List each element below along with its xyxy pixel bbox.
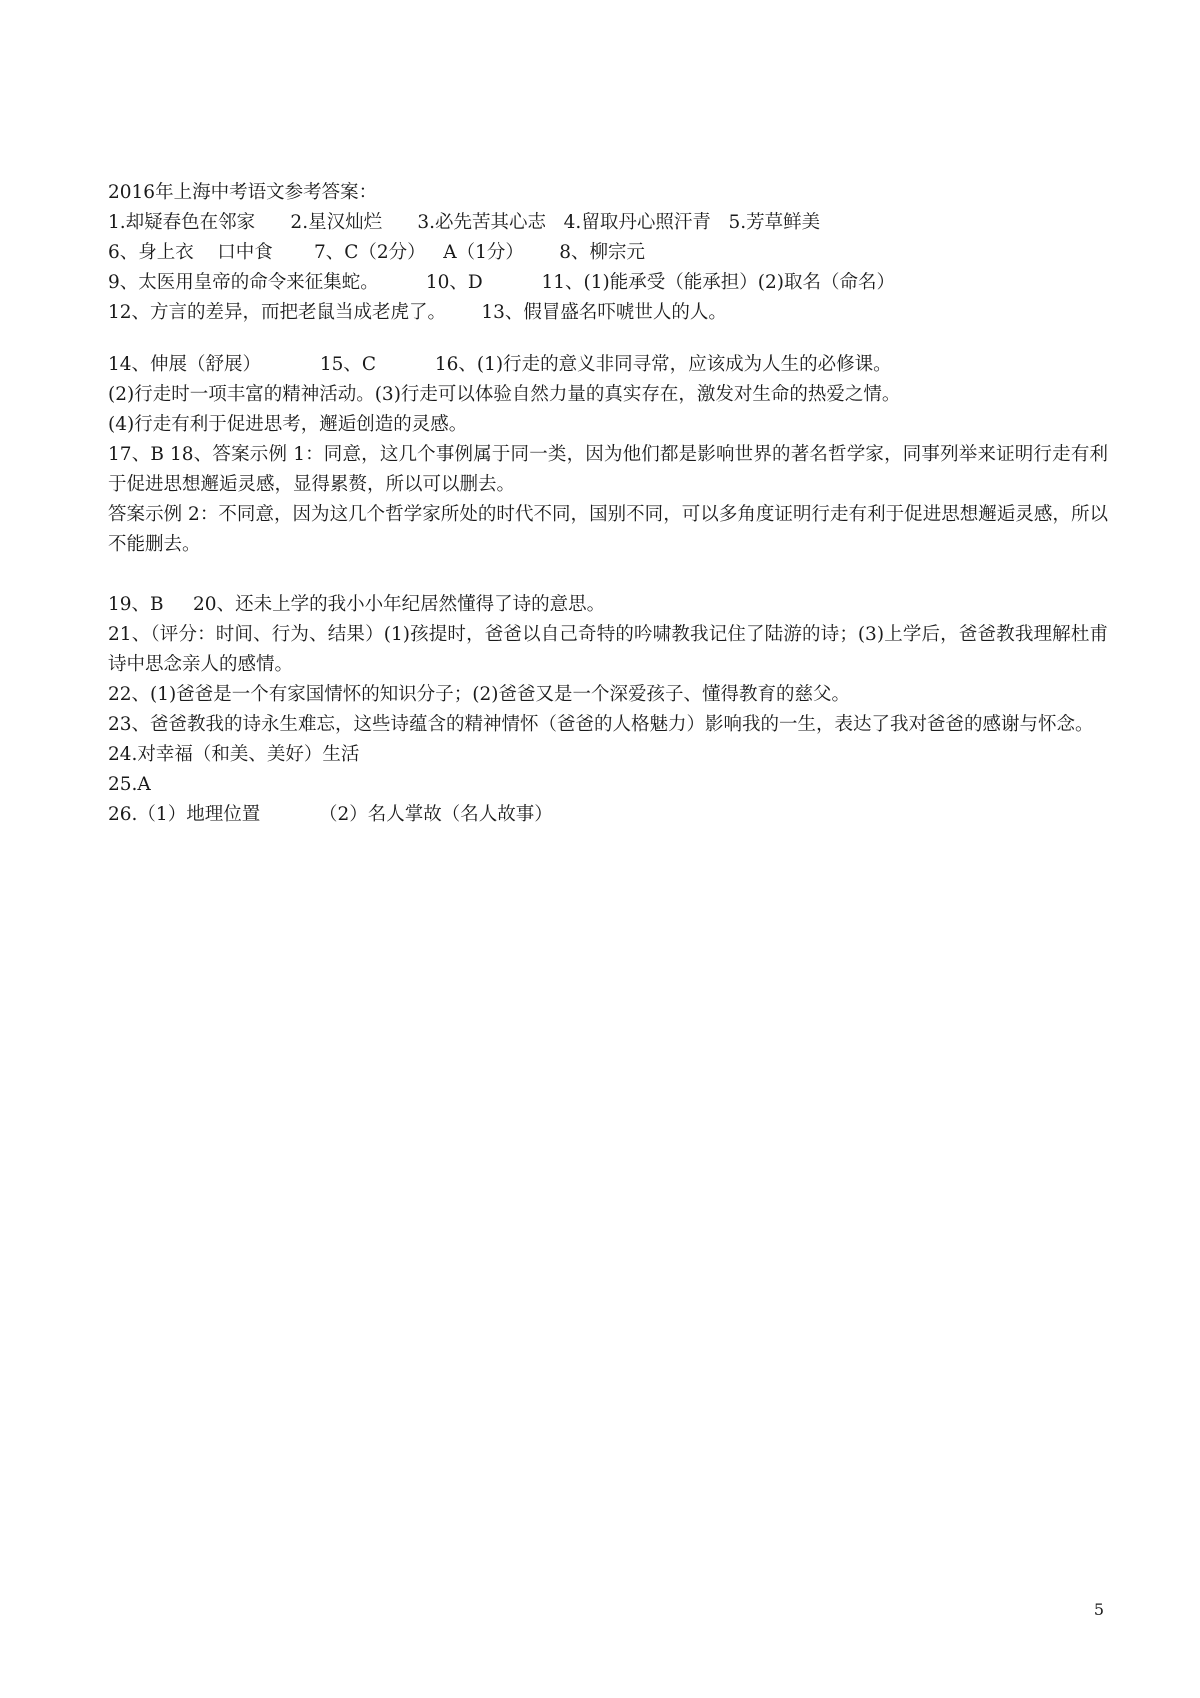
spacer <box>108 560 1108 590</box>
answer-line-18-example-2: 答案示例 2：不同意，因为这几个哲学家所处的时代不同，国别不同，可以多角度证明行走有利于促进思想邂逅灵感，所以不能删去。 <box>108 504 1108 555</box>
answer-line-25: 25.A <box>108 774 151 795</box>
answer-line-14-16: 14、伸展（舒展） 15、C 16、(1)行走的意义非同寻常，应该成为人生的必修课。 <box>108 354 892 375</box>
answer-line-19-20: 19、B 20、还未上学的我小小年纪居然懂得了诗的意思。 <box>108 594 606 615</box>
answer-line-22: 22、(1)爸爸是一个有家国情怀的知识分子；(2)爸爸又是一个深爱孩子、懂得教育的慈父。 <box>108 684 850 705</box>
answer-line-26: 26.（1）地理位置 （2）名人掌故（名人故事） <box>108 804 553 825</box>
answer-sheet <box>108 178 1108 830</box>
answer-line-9-11: 9、太医用皇帝的命令来征集蛇。 10、D 11、(1)能承受（能承担）(2)取名（命名） <box>108 272 895 293</box>
page-number: 5 <box>1093 1600 1104 1619</box>
answer-line-17-18: 17、B 18、答案示例 1：同意，这几个事例属于同一类，因为他们都是影响世界的著名哲学家，同事列举来证明行走有利于促进思想邂逅灵感，显得累赘，所以可以删去。 <box>108 444 1108 495</box>
answer-line-16-cont-b: (4)行走有利于促进思考，邂逅创造的灵感。 <box>108 414 468 435</box>
answer-line-23: 23、爸爸教我的诗永生难忘，这些诗蕴含的精神情怀（爸爸的人格魅力）影响我的一生，表达了我对爸爸的感谢与怀念。 <box>108 714 1094 735</box>
answer-line-12-13: 12、方言的差异，而把老鼠当成老虎了。 13、假冒盛名吓唬世人的人。 <box>108 302 727 323</box>
document-title: 2016年上海中考语文参考答案： <box>108 182 378 203</box>
answer-line-16-cont-a: (2)行走时一项丰富的精神活动。(3)行走可以体验自然力量的真实存在，激发对生命的热爱之情。 <box>108 384 901 405</box>
answer-line-1-5: 1.却疑春色在邻家 2.星汉灿烂 3.必先苦其心志 4.留取丹心照汗青 5.芳草鲜美 <box>108 212 821 233</box>
answer-line-21: 21、（评分：时间、行为、结果）(1)孩提时，爸爸以自己奇特的吟啸教我记住了陆游的诗；(3)上学后，爸爸教我理解杜甫诗中思念亲人的感情。 <box>108 624 1108 675</box>
answer-line-6-8: 6、身上衣 口中食 7、C（2分） A（1分） 8、柳宗元 <box>108 242 645 263</box>
answer-line-24: 24.对幸福（和美、美好）生活 <box>108 744 360 765</box>
spacer <box>108 328 1108 350</box>
